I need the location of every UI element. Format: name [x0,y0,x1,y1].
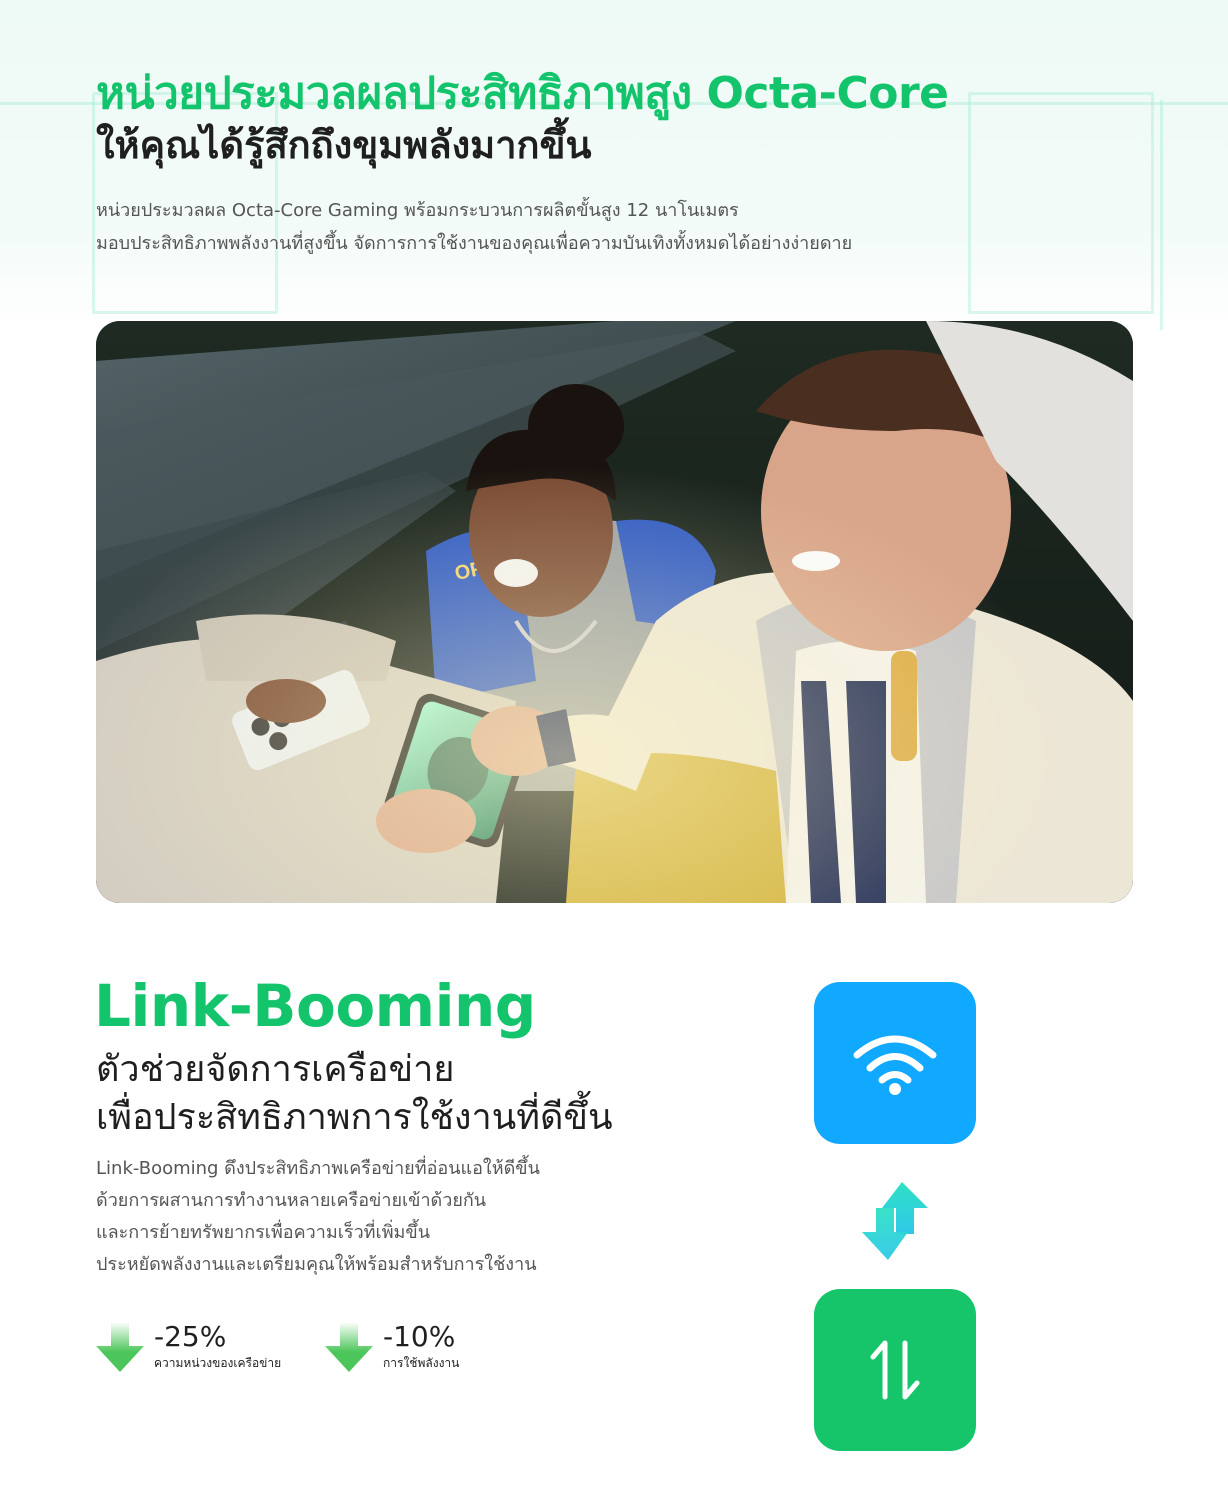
wifi-icon [853,1031,937,1095]
down-arrow-icon [96,1322,144,1372]
down-arrow-icon [325,1322,373,1372]
decor-vline [1160,100,1163,330]
subtitle-line: ตัวช่วยจัดการเครือข่าย [96,1049,455,1090]
description-line: Link-Booming ดึงประสิทธิภาพเครือข่ายที่อ่อนแอให้ดีขึ้น [96,1158,540,1179]
description-line: ด้วยการผสานการทำงานหลายเครือข่ายเข้าด้วยกัน [96,1190,487,1211]
data-tile [814,1289,976,1451]
wifi-tile [814,982,976,1144]
stat-label: ความหน่วงของเครือข่าย [154,1356,282,1370]
link-booming-title: Link-Booming [94,972,536,1040]
stat-value: -10% [383,1320,456,1353]
hero-photo [96,321,1133,903]
hero-illustration [96,321,1133,903]
up-down-arrows-icon [865,1339,925,1401]
processor-description [96,194,1096,260]
subtitle-line: เพื่อประสิทธิภาพการใช้งานที่ดีขึ้น [96,1097,613,1138]
description-line: หน่วยประมวลผล Octa-Core Gaming พร้อมกระบวนการผลิตขั้นสูง 12 นาโนเมตร [96,200,739,221]
description-line: มอบประสิทธิภาพพลังงานที่สูงขึ้น จัดการการใช้งานของคุณเพื่อความบันเทิงทั้งหมดได้อย่างง่ายดาย [96,233,853,254]
stat-power [325,1320,525,1376]
description-line: ประหยัดพลังงานและเตรียมคุณให้พร้อมสำหรับการใช้งาน [96,1254,537,1275]
description-line: และการย้ายทรัพยากรเพื่อความเร็วที่เพิ่มขึ้น [96,1222,431,1243]
stat-label: การใช้พลังงาน [383,1356,460,1370]
subheadline: ให้คุณได้รู้สึกถึงขุมพลังมากขึ้น [96,123,592,167]
link-booming-subtitle [96,1046,796,1142]
swap-arrows-icon [860,1182,930,1260]
link-booming-description [96,1153,716,1281]
stat-latency [96,1320,316,1376]
stat-value: -25% [154,1320,227,1353]
headline: หน่วยประมวลผลประสิทธิภาพสูง Octa-Core [96,68,949,119]
